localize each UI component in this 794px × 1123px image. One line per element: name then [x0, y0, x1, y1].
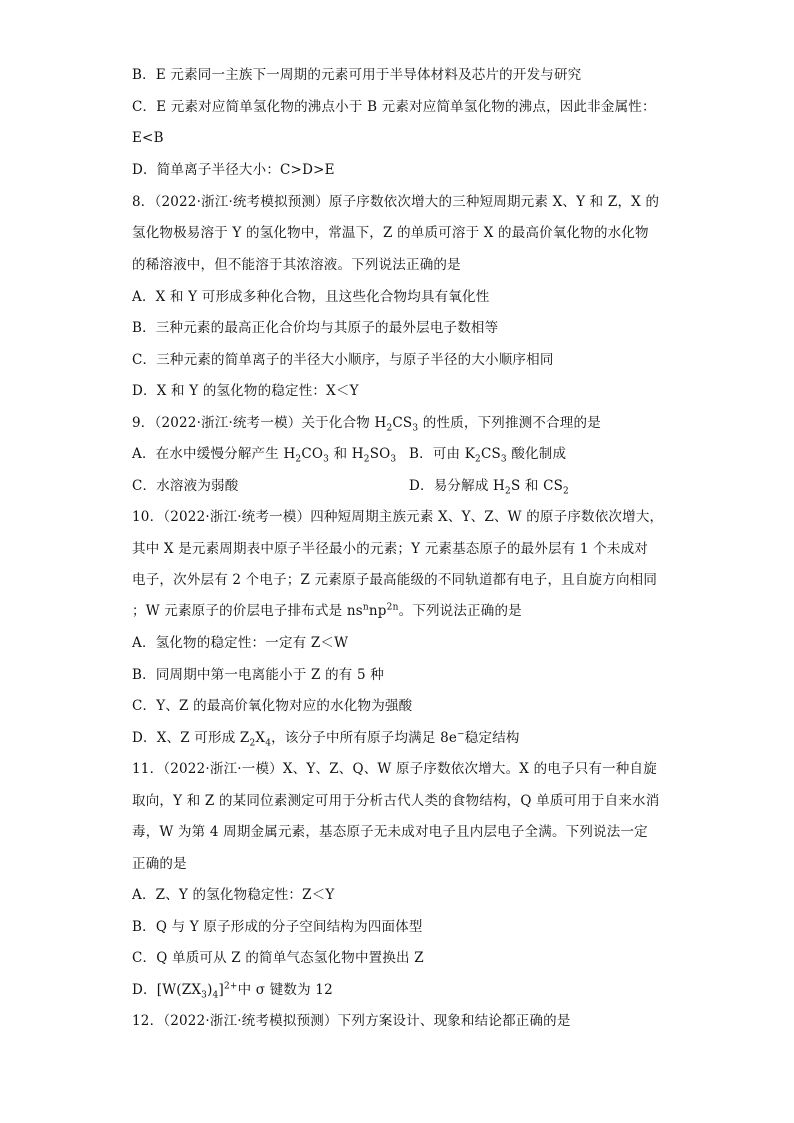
q7-option-c-line1: C．E 元素对应简单氢化物的沸点小于 B 元素对应简单氢化物的沸点，因此非金属性：: [132, 99, 656, 115]
q10-stem-line3: 电子，次外层有 2 个电子；Z 元素原子最高能级的不同轨道都有电子，且自旋方向相同: [132, 572, 658, 588]
q7-option-b: B．E 元素同一主族下一周期的元素可用于半导体材料及芯片的开发与研究: [132, 67, 582, 83]
q11-stem-line1: 11．（2022·浙江·一模）X、Y、Z、Q、W 原子序数依次增大。X 的电子只有一种自旋: [132, 761, 657, 777]
q11-option-a: A．Z、Y 的氢化物稳定性：Z＜Y: [132, 887, 335, 903]
q8-stem-line3: 的稀溶液中，但不能溶于其浓溶液。下列说法正确的是: [132, 257, 461, 273]
q8-option-d: D．X 和 Y 的氢化物的稳定性：X＜Y: [132, 383, 359, 399]
q11-option-b: B．Q 与 Y 原子形成的分子空间结构为四面体型: [132, 919, 423, 935]
q7-option-d: D．简单离子半径大小：C>D>E: [132, 162, 335, 178]
q8-option-c: C．三种元素的简单离子的半径大小顺序，与原子半径的大小顺序相同: [132, 352, 554, 368]
q10-option-d: D．X、Z 可形成 $Z_2X_4$，该分子中所有原子均满足 8e−稳定结构: [132, 729, 520, 749]
q10-stem-line4: ；W 元素原子的价层电子排布式是 $ns^nnp^{2n}$。下列说法正确的是: [132, 602, 522, 619]
q8-stem-line2: 氢化物极易溶于 Y 的氢化物中，常温下，Z 的单质可溶于 X 的最高价氧化物的水化物: [132, 225, 649, 241]
q11-option-d: D．$[W(ZX_3)_4]^{2+}$中 σ 键数为 12: [132, 981, 333, 1001]
q9-option-b: B．可由 $K_2CS_3$ 酸化制成: [409, 446, 567, 465]
q7-option-c-line2: E<B: [132, 130, 164, 146]
q10-option-b: B．同周期中第一电离能小于 Z 的有 5 种: [132, 667, 384, 683]
q9-stem: 9．（2022·浙江·统考一模）关于化合物 $H_2CS_3$ 的性质，下列推测不合理的是: [132, 415, 601, 434]
q8-option-a: A．X 和 Y 可形成多种化合物，且这些化合物均具有氧化性: [132, 289, 490, 305]
q9-option-d: D．易分解成 $H_2S$ 和 $CS_2$: [409, 478, 569, 497]
q12-stem-line1: 12．（2022·浙江·统考模拟预测）下列方案设计、现象和结论都正确的是: [132, 1013, 571, 1029]
q11-option-c: C．Q 单质可从 Z 的简单气态氢化物中置换出 Z: [132, 950, 424, 966]
q9-options-row1: [132, 444, 672, 464]
q9-option-a: A．在水中缓慢分解产生 $H_2CO_3$ 和 $H_2SO_3$: [132, 446, 397, 465]
q11-stem-line4: 正确的是: [132, 856, 187, 872]
q11-stem-line2: 取向，Y 和 Z 的某同位素测定可用于分析古代人类的食物结构，Q 单质可用于自来水消: [132, 793, 660, 809]
q10-option-a: A．氢化物的稳定性：一定有 Z＜W: [132, 635, 349, 651]
q10-option-c: C．Y、Z 的最高价氧化物对应的水化物为强酸: [132, 698, 413, 714]
q9-option-c: C．水溶液为弱酸: [132, 478, 239, 494]
q8-option-b: B．三种元素的最高正化合价均与其原子的最外层电子数相等: [132, 320, 499, 336]
q10-stem-line2: 其中 X 是元素周期表中原子半径最小的元素；Y 元素基态原子的最外层有 1 个未成对: [132, 541, 648, 557]
q9-options-row2: [132, 476, 672, 496]
q8-stem-line1: 8．（2022·浙江·统考模拟预测）原子序数依次增大的三种短周期元素 X、Y 和 Z，X 的: [132, 194, 660, 210]
q11-stem-line3: 毒，W 为第 4 周期金属元素，基态原子无未成对电子且内层电子全满。下列说法一定: [132, 824, 648, 840]
q10-stem-line1: 10．（2022·浙江·统考一模）四种短周期主族元素 X、Y、Z、W 的原子序数依次增大，: [132, 509, 664, 525]
